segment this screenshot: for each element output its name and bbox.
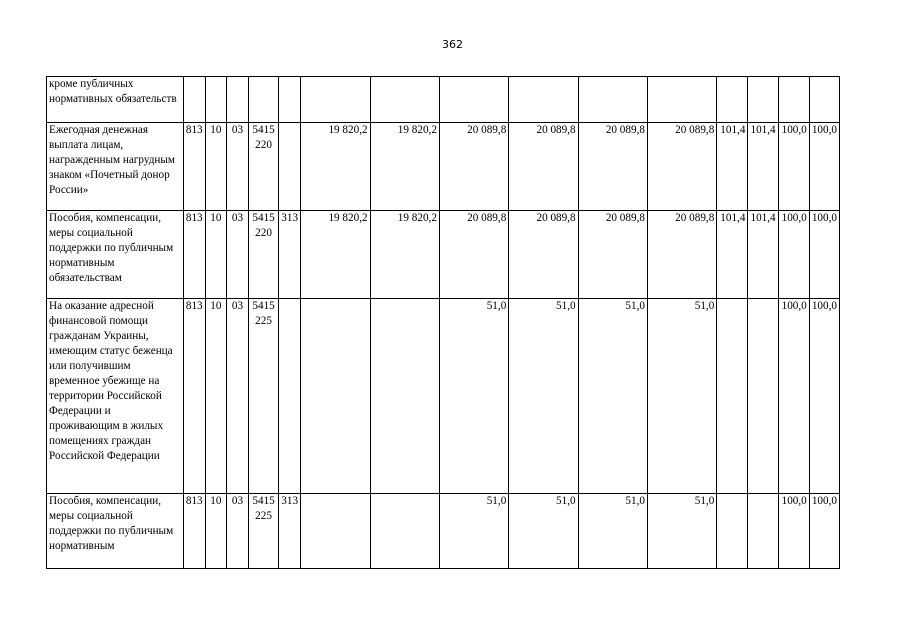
value-1: 19 820,2	[301, 211, 370, 299]
table-row	[47, 299, 840, 494]
value-4: 20 089,8	[509, 211, 578, 299]
value-1: 19 820,2	[301, 123, 370, 211]
percent-1	[717, 494, 748, 569]
value-2	[370, 299, 439, 494]
table-row	[47, 77, 840, 123]
value-5: 20 089,8	[578, 211, 647, 299]
value-2: 19 820,2	[370, 123, 439, 211]
percent-2	[748, 299, 778, 494]
percent-3: 100,0	[778, 123, 809, 211]
percent-2: 101,4	[748, 123, 778, 211]
percent-1: 101,4	[717, 211, 748, 299]
percent-2	[748, 77, 778, 123]
value-3: 51,0	[439, 299, 508, 494]
percent-4: 100,0	[809, 123, 839, 211]
section-code: 10	[205, 299, 226, 494]
row-name: кроме публичных нормативных обязательств	[47, 77, 184, 123]
admin-code: 813	[183, 211, 205, 299]
table-row	[47, 494, 840, 569]
percent-4: 100,0	[809, 211, 839, 299]
section-code	[205, 77, 226, 123]
value-1	[301, 494, 370, 569]
section-code: 10	[205, 494, 226, 569]
target-code: 5415 225	[249, 299, 279, 494]
value-4	[509, 77, 578, 123]
budget-table	[46, 76, 840, 569]
value-5	[578, 77, 647, 123]
percent-2: 101,4	[748, 211, 778, 299]
percent-1	[717, 77, 748, 123]
section-code: 10	[205, 211, 226, 299]
section-code: 10	[205, 123, 226, 211]
percent-1: 101,4	[717, 123, 748, 211]
subsection-code: 03	[226, 299, 248, 494]
value-2	[370, 494, 439, 569]
value-6: 51,0	[647, 494, 716, 569]
value-1	[301, 77, 370, 123]
value-3: 20 089,8	[439, 211, 508, 299]
admin-code	[183, 77, 205, 123]
percent-3: 100,0	[778, 299, 809, 494]
expense-kind-code: 313	[279, 494, 301, 569]
target-code	[249, 77, 279, 123]
expense-kind-code	[279, 77, 301, 123]
percent-2	[748, 494, 778, 569]
row-name: Пособия, компенсации, меры социальной поддержки по публичным нормативным	[47, 494, 184, 569]
value-6: 20 089,8	[647, 123, 716, 211]
expense-kind-code	[279, 123, 301, 211]
admin-code: 813	[183, 123, 205, 211]
expense-kind-code: 313	[279, 211, 301, 299]
row-name: Пособия, компенсации, меры социальной поддержки по публичным нормативным обязательствам	[47, 211, 184, 299]
percent-3	[778, 77, 809, 123]
value-6	[647, 77, 716, 123]
value-6: 51,0	[647, 299, 716, 494]
value-2	[370, 77, 439, 123]
value-3: 20 089,8	[439, 123, 508, 211]
table-row	[47, 211, 840, 299]
row-name: Ежегодная денежная выплата лицам, награжденным нагрудным знаком «Почетный донор России»	[47, 123, 184, 211]
subsection-code: 03	[226, 211, 248, 299]
table-row	[47, 123, 840, 211]
page-number: 362	[442, 38, 463, 51]
expense-kind-code	[279, 299, 301, 494]
value-2: 19 820,2	[370, 211, 439, 299]
value-6: 20 089,8	[647, 211, 716, 299]
value-4: 20 089,8	[509, 123, 578, 211]
value-4: 51,0	[509, 299, 578, 494]
table-body	[47, 77, 840, 569]
percent-4	[809, 77, 839, 123]
target-code: 5415 220	[249, 123, 279, 211]
value-3: 51,0	[439, 494, 508, 569]
value-5: 51,0	[578, 299, 647, 494]
target-code: 5415 225	[249, 494, 279, 569]
subsection-code: 03	[226, 123, 248, 211]
value-5: 51,0	[578, 494, 647, 569]
target-code: 5415 220	[249, 211, 279, 299]
percent-3: 100,0	[778, 494, 809, 569]
value-1	[301, 299, 370, 494]
percent-4: 100,0	[809, 299, 839, 494]
value-4: 51,0	[509, 494, 578, 569]
subsection-code	[226, 77, 248, 123]
percent-3: 100,0	[778, 211, 809, 299]
value-3	[439, 77, 508, 123]
admin-code: 813	[183, 299, 205, 494]
subsection-code: 03	[226, 494, 248, 569]
percent-4: 100,0	[809, 494, 839, 569]
admin-code: 813	[183, 494, 205, 569]
row-name: На оказание адресной финансовой помощи гражданам Украины, имеющим статус беженца или получившим временное убежище на территории Российской Федерации и проживающим в жилых помещениях граждан Российской Федерации	[47, 299, 184, 494]
value-5: 20 089,8	[578, 123, 647, 211]
percent-1	[717, 299, 748, 494]
